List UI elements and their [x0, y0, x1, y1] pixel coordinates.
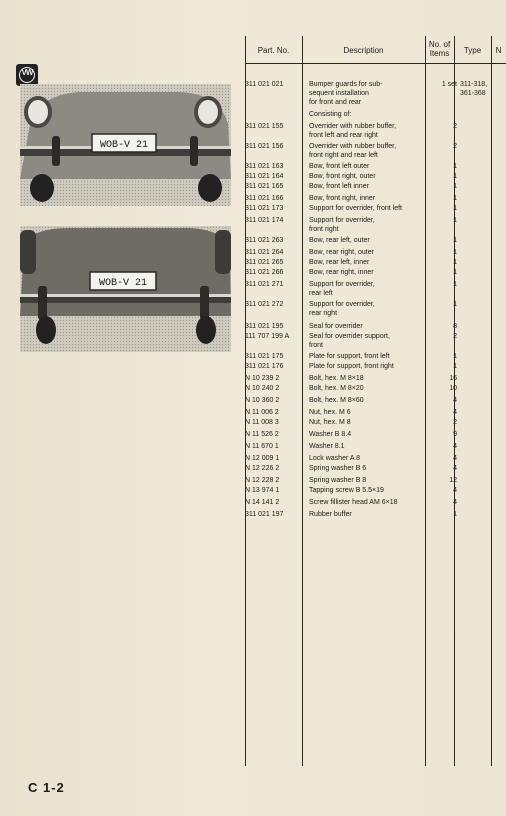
item-count: 1: [453, 353, 457, 360]
item-count: 12: [449, 477, 457, 484]
part-number: 311 021 263: [245, 237, 284, 244]
item-count: 8: [453, 323, 457, 330]
part-number: N 13 974 1: [245, 487, 280, 494]
part-description: front: [309, 342, 324, 349]
item-count: 4: [453, 397, 457, 404]
vw-logo-icon: VW: [16, 64, 38, 86]
header-part-no: Part. No.: [257, 46, 290, 55]
part-description: for front and rear: [309, 99, 362, 106]
part-number: 311 021 175: [245, 353, 284, 360]
page-number: C 1-2: [28, 780, 65, 795]
item-count: 2: [453, 419, 457, 426]
header-extra: N: [495, 46, 502, 55]
part-number: N 11 008 3: [245, 419, 279, 426]
part-number: N 11 526 2: [245, 431, 279, 438]
part-description: Washer B 8.4: [309, 431, 352, 438]
item-count: 4: [453, 487, 457, 494]
header-description: Description: [343, 46, 384, 55]
item-count: 1: [453, 259, 457, 266]
part-number: 311 021 266: [245, 269, 284, 276]
part-description: Overrider with rubber buffer,: [309, 143, 397, 150]
part-number: N 11 006 2: [245, 409, 279, 416]
part-description: Bolt, hex. M 8×18: [309, 375, 364, 382]
part-number: 311 021 155: [245, 123, 284, 130]
part-description: Bow, rear right, inner: [309, 269, 374, 276]
part-description: Plate for support, front right: [309, 363, 394, 370]
vehicle-type: 361-368: [460, 90, 486, 97]
part-number: 311 021 021: [245, 81, 284, 88]
part-description: Bolt, hex. M 8×60: [309, 397, 364, 404]
part-description: Bow, rear right, outer: [309, 249, 374, 256]
item-count: 1: [453, 173, 457, 180]
part-description: Bow, front right, outer: [309, 173, 376, 180]
rear-license-plate: WOB-V 21: [98, 278, 148, 289]
rear-bumper-photo: [20, 226, 231, 352]
item-count: 1: [453, 363, 457, 370]
item-count: 1: [453, 195, 457, 202]
column-divider: [491, 36, 492, 766]
item-count: 1 set: [441, 81, 457, 88]
part-number: 311 021 197: [245, 511, 284, 518]
vehicle-type: 311-318,: [460, 81, 488, 88]
item-count: 4: [453, 409, 457, 416]
part-number: N 10 240 2: [245, 385, 280, 392]
item-count: 2: [453, 333, 457, 340]
part-number: 311 021 195: [245, 323, 284, 330]
part-description: Bow, front right, inner: [309, 195, 376, 202]
item-count: 1: [453, 511, 457, 518]
part-description: rear right: [309, 310, 338, 317]
part-number: 311 021 164: [245, 173, 284, 180]
part-description: Support for overrider,: [309, 281, 375, 288]
part-number: 311 021 264: [245, 249, 284, 256]
part-number: N 14 141 2: [245, 499, 280, 506]
item-count: 1: [453, 269, 457, 276]
part-number: 311 021 165: [245, 183, 284, 190]
part-description: Support for overrider,: [309, 301, 375, 308]
part-number: 111 707 199 A: [245, 333, 290, 340]
column-divider: [425, 36, 426, 766]
item-count: 16: [449, 375, 457, 382]
header-type: Type: [463, 46, 482, 55]
front-bumper-photo: [20, 84, 231, 206]
item-count: 1: [453, 281, 457, 288]
part-description: Overrider with rubber buffer,: [309, 123, 397, 130]
part-number: 311 021 163: [245, 163, 284, 170]
header-divider: [245, 63, 506, 64]
part-description: Seal for overrider: [309, 323, 363, 330]
item-count: 2: [453, 123, 457, 130]
front-license-plate: WOB-V 21: [99, 140, 149, 151]
item-count: 1: [453, 237, 457, 244]
part-number: N 10 360 2: [245, 397, 280, 404]
part-description: Washer 8.1: [309, 443, 345, 450]
item-count: 1: [453, 183, 457, 190]
item-count: 4: [453, 443, 457, 450]
part-number: N 12 226 2: [245, 465, 280, 472]
item-count: 4: [453, 455, 457, 462]
part-description: Consisting of:: [309, 111, 352, 118]
part-number: 311 021 176: [245, 363, 284, 370]
part-number: 311 021 173: [245, 205, 284, 212]
item-count: 1: [453, 217, 457, 224]
part-description: front right: [309, 226, 339, 233]
part-description: Nut, hex. M 8: [309, 419, 351, 426]
part-description: Lock washer A 8: [309, 455, 360, 462]
part-description: Rubber buffer: [309, 511, 352, 518]
part-description: Bow, rear left, inner: [309, 259, 370, 266]
part-description: front left and rear right: [309, 132, 378, 139]
part-description: Bow, front left outer: [309, 163, 370, 170]
item-count: 4: [453, 499, 457, 506]
part-number: N 11 670 1: [245, 443, 279, 450]
part-description: Support for overrider,: [309, 217, 375, 224]
part-description: Bow, front left inner: [309, 183, 369, 190]
part-number: N 12 009 1: [245, 455, 280, 462]
part-description: Spring washer B 8: [309, 477, 367, 484]
part-description: Screw fillister head AM 6×18: [309, 499, 398, 506]
part-description: rear left: [309, 290, 333, 297]
part-description: Tapping screw B 5.5×19: [309, 487, 384, 494]
part-description: Bumper guards for sub-: [309, 81, 383, 88]
item-count: 1: [453, 205, 457, 212]
part-number: 311 021 265: [245, 259, 284, 266]
header-no-of-items: No. of Items: [428, 40, 451, 58]
part-number: N 12 228 2: [245, 477, 280, 484]
part-number: 311 021 156: [245, 143, 284, 150]
column-divider: [302, 36, 303, 766]
part-description: sequent installation: [309, 90, 369, 97]
part-description: Bolt, hex. M 8×20: [309, 385, 364, 392]
part-number: 311 021 166: [245, 195, 284, 202]
part-number: 311 021 174: [245, 217, 284, 224]
item-count: 9: [453, 431, 457, 438]
part-description: Nut, hex. M 6: [309, 409, 351, 416]
part-description: Seal for overrider support,: [309, 333, 390, 340]
item-count: 1: [453, 163, 457, 170]
part-number: 311 021 272: [245, 301, 284, 308]
part-description: Support for overrider, front left: [309, 205, 402, 212]
part-description: Plate for support, front left: [309, 353, 390, 360]
part-description: Bow, rear left, outer: [309, 237, 370, 244]
part-description: Spring washer B 6: [309, 465, 367, 472]
part-number: 311 021 271: [245, 281, 284, 288]
part-number: N 10 239 2: [245, 375, 280, 382]
part-description: front right and rear left: [309, 152, 378, 159]
parts-table: [231, 36, 506, 766]
item-count: 10: [449, 385, 457, 392]
item-count: 2: [453, 143, 457, 150]
item-count: 1: [453, 301, 457, 308]
item-count: 1: [453, 249, 457, 256]
item-count: 4: [453, 465, 457, 472]
